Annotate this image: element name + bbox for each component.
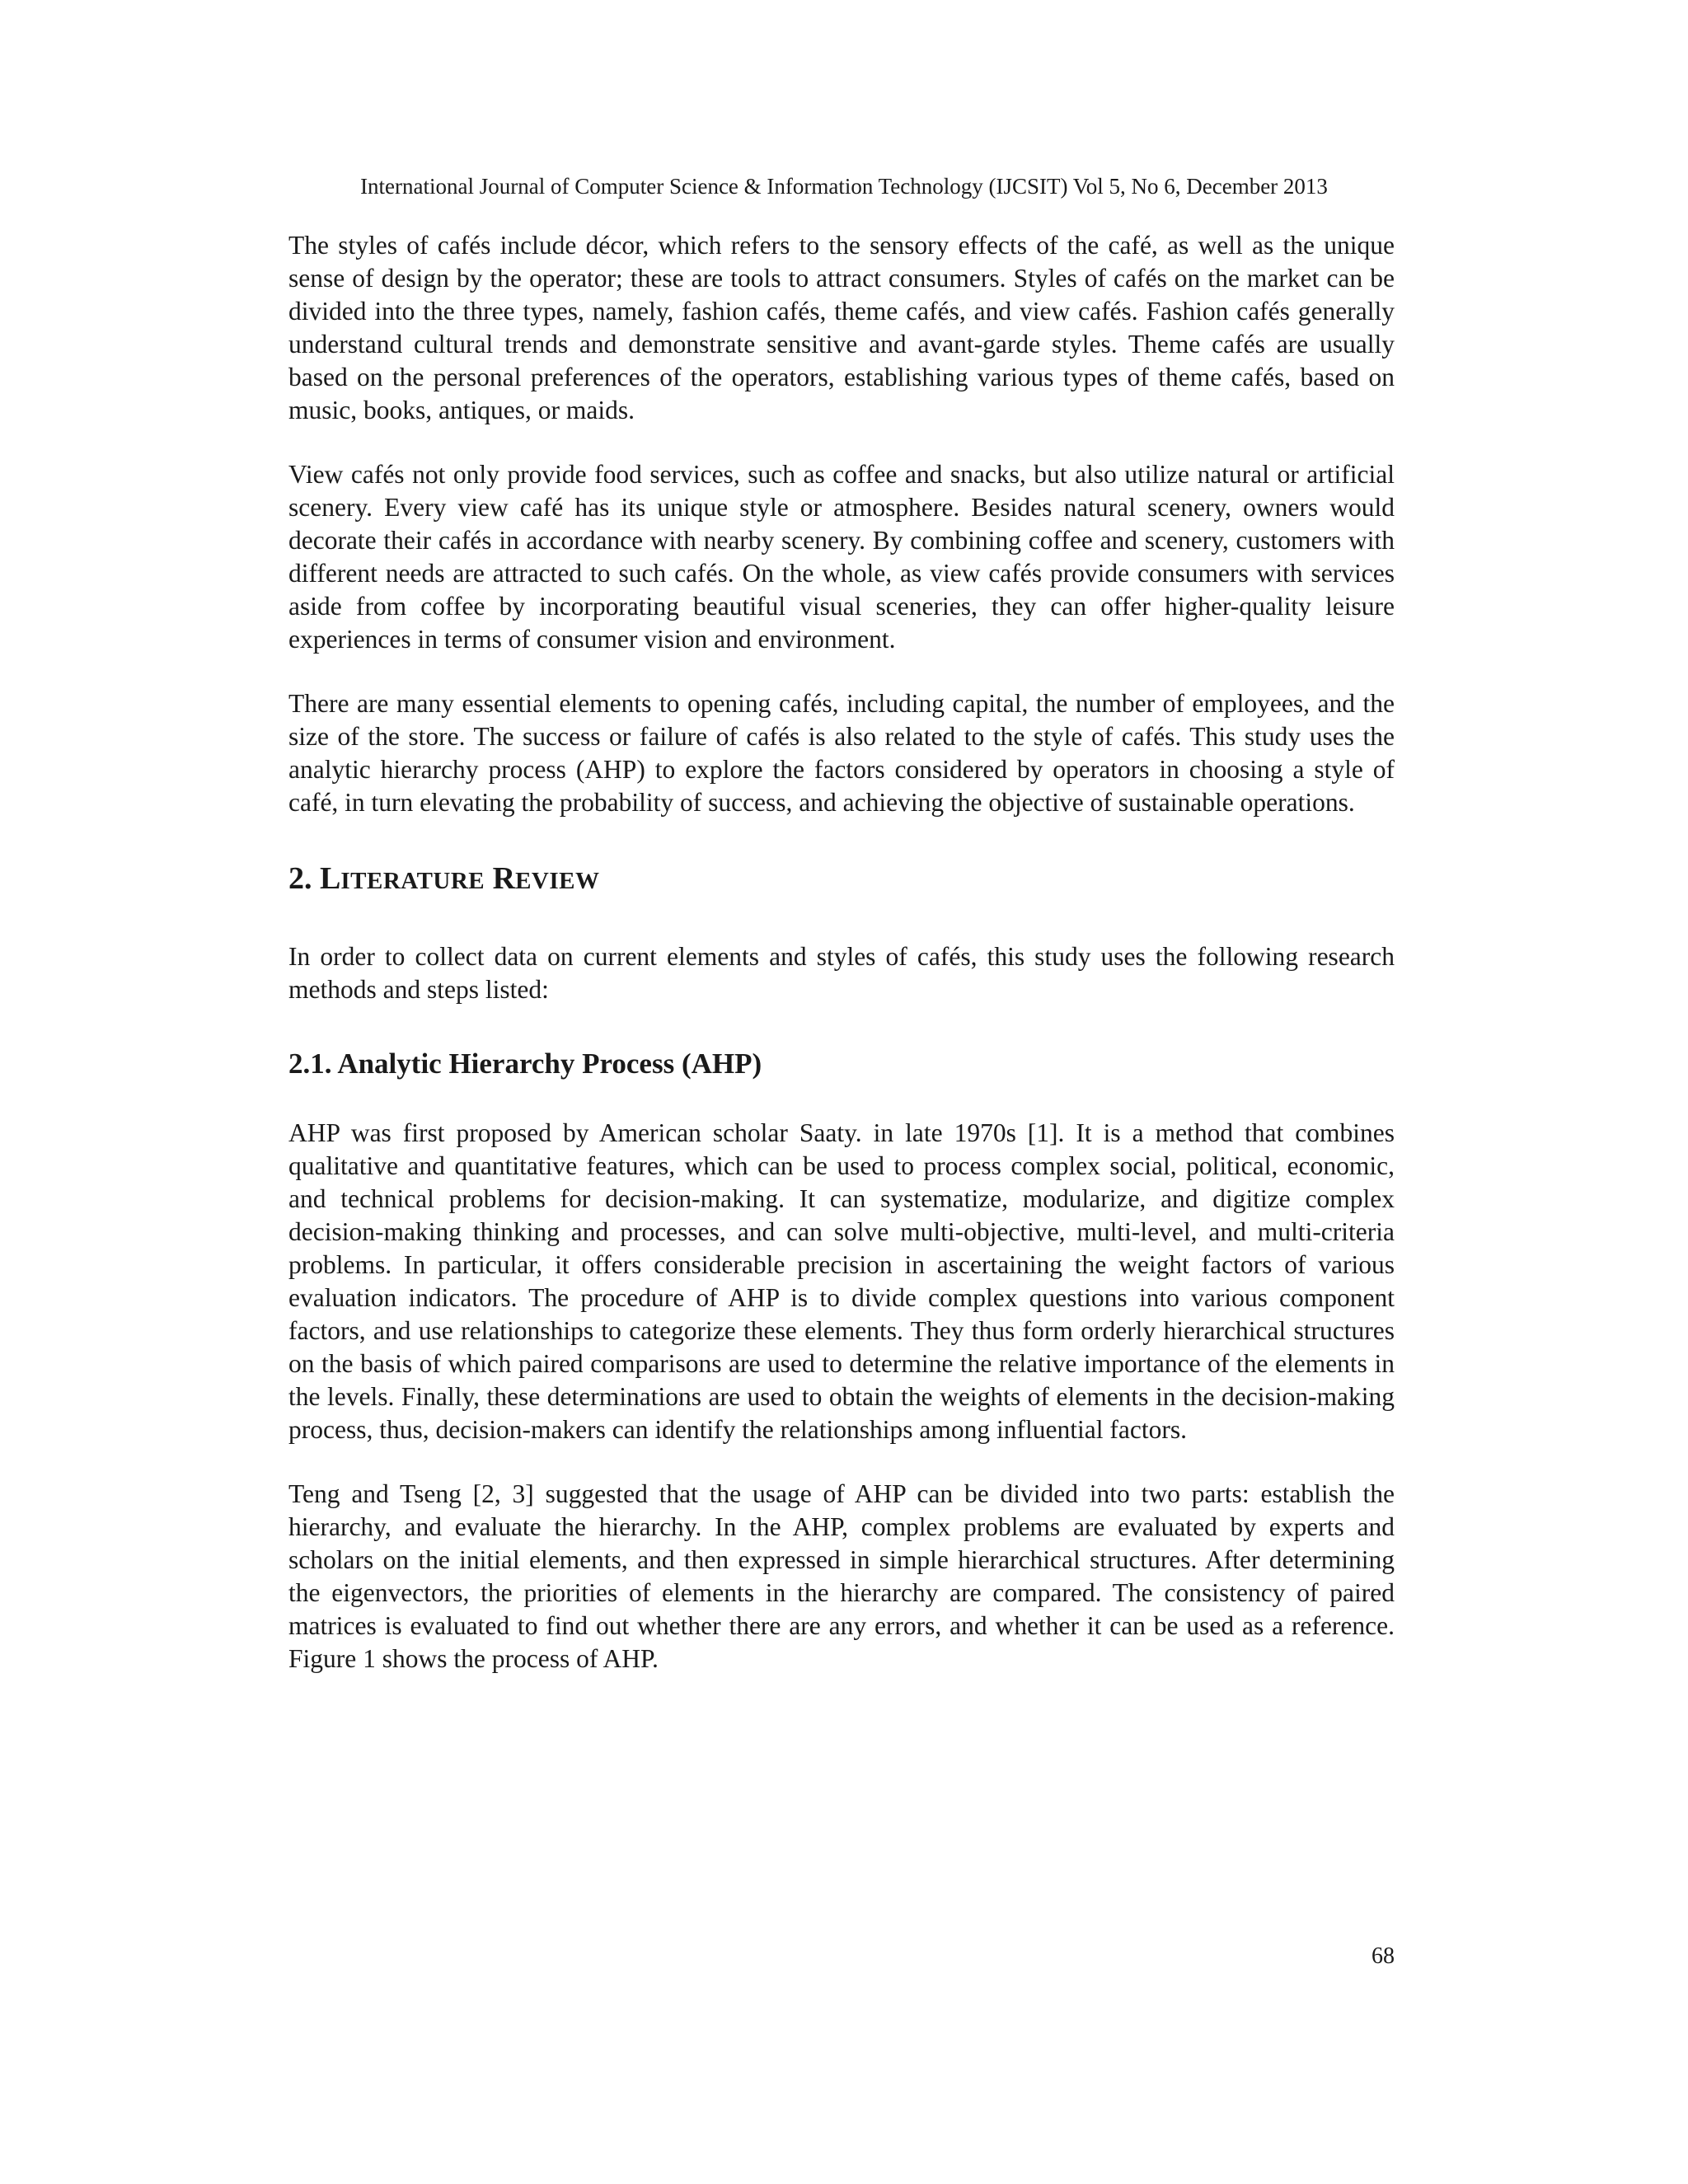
body-paragraph: View cafés not only provide food services, such as coffee and snacks, but also utilize natural or artificial scenery. Every view café has its unique style or atmosphere. Besides natural scenery, owners would decorate their cafés in accordance with nearby scenery. By combining coffee and scenery, customers with different needs are attracted to such cafés. On the whole, as view cafés provide consumers with services aside from coffee by incorporating beautiful visual sceneries, they can offer higher-quality leisure experiences in terms of consumer vision and environment. <box>288 460 1395 654</box>
body-paragraph: There are many essential elements to opening cafés, including capital, the number of employees, and the size of the store. The success or failure of cafés is also related to the style of cafés. This study uses the analytic hierarchy process (AHP) to explore the factors considered by operators in choosing a style of café, in turn elevating the probability of success, and achieving the objective of sustainable operations. <box>288 689 1395 817</box>
body-paragraph: AHP was first proposed by American scholar Saaty. in late 1970s [1]. It is a method that combines qualitative and quantitative features, which can be used to process complex social, political, economic, and technical problems for decision-making. It can systematize, modularize, and digitize complex decision-making thinking and processes, and can solve multi-objective, multi-level, and multi-criteria problems. In particular, it offers considerable precision in ascertaining the weight factors of various evaluation indicators. The procedure of AHP is to divide complex questions into various component factors, and use relationships to categorize these elements. They thus form orderly hierarchical structures on the basis of which paired comparisons are used to determine the relative importance of the elements in the levels. Finally, these determinations are used to obtain the weights of elements in the decision-making process, thus, decision-makers can identify the relationships among influential factors. <box>288 1118 1395 1444</box>
article-body <box>288 229 1395 1675</box>
section-heading <box>288 859 1395 901</box>
section-title-initial: L <box>320 861 341 896</box>
running-header: International Journal of Computer Science & Information Technology (IJCSIT) Vol 5, No 6, December 2013 <box>360 174 1328 199</box>
subsection-heading: 2.1. Analytic Hierarchy Process (AHP) <box>288 1047 762 1080</box>
section-title-smallcaps: ITERATURE <box>340 868 485 894</box>
section-title-initial: R <box>492 861 516 896</box>
body-paragraph: Teng and Tseng [2, 3] suggested that the usage of AHP can be divided into two parts: establish the hierarchy, and evaluate the hierarchy. In the AHP, complex problems are evaluated by experts and scholars on the initial elements, and then expressed in simple hierarchical structures. After determining the eigenvectors, the priorities of elements in the hierarchy are compared. The consistency of paired matrices is evaluated to find out whether there are any errors, and whether it can be used as a reference. Figure 1 shows the process of AHP. <box>288 1479 1395 1673</box>
section-intro-paragraph: In order to collect data on current elements and styles of cafés, this study uses the following research methods and steps listed: <box>288 942 1395 1004</box>
section-number: 2. <box>288 861 312 896</box>
section-title-smallcaps: EVIEW <box>515 868 600 894</box>
body-paragraph: The styles of cafés include décor, which refers to the sensory effects of the café, as well as the unique sense of design by the operator; these are tools to attract consumers. Styles of cafés on the market can be divided into the three types, namely, fashion cafés, theme cafés, and view cafés. Fashion cafés generally understand cultural trends and demonstrate sensitive and avant-garde styles. Theme cafés are usually based on the personal preferences of the operators, establishing various types of theme cafés, based on music, books, antiques, or maids. <box>288 231 1395 424</box>
page-number: 68 <box>1372 1943 1395 1969</box>
